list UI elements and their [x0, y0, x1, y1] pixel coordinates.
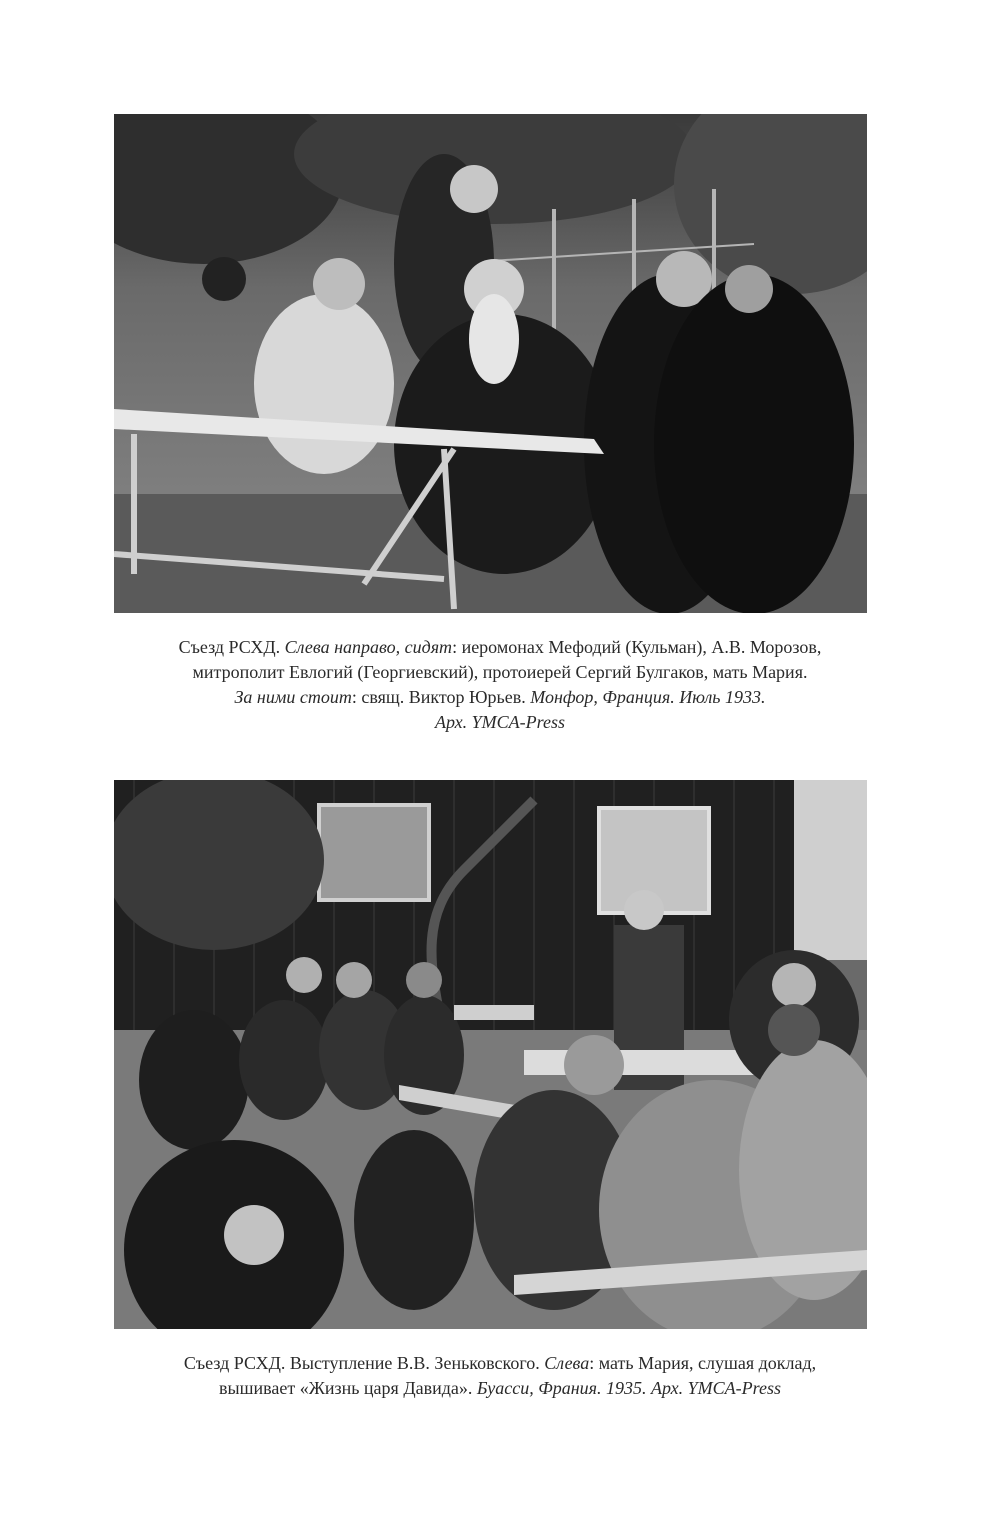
- caption-italic-text: Слева направо, сидят: [284, 637, 453, 657]
- caption-text: Съезд РСХД. Выступление В.В. Зеньковского.: [183, 1353, 545, 1373]
- caption-1-line-1: [100, 635, 900, 660]
- caption-text: : свящ. Виктор Юрьев.: [351, 687, 531, 707]
- caption-text: Съезд РСХД.: [178, 637, 285, 657]
- caption-photo-2: [100, 1351, 900, 1401]
- caption-italic-text: Слева: [544, 1353, 590, 1373]
- caption-2-line-1: [100, 1351, 900, 1376]
- caption-italic-text: Арх. YMCA-Press: [435, 712, 565, 732]
- caption-2-line-2: [100, 1376, 900, 1401]
- caption-1-line-2: [100, 660, 900, 685]
- caption-text: вышивает «Жизнь царя Давида».: [219, 1378, 477, 1398]
- caption-photo-1: [100, 635, 900, 735]
- photo-congress-1933-image: [114, 114, 867, 613]
- caption-italic-text: За ними стоит: [234, 687, 352, 707]
- caption-text: : иеромонах Мефодий (Кульман), А.В. Морозов,: [452, 637, 822, 657]
- caption-1-line-4: [100, 710, 900, 735]
- photo-congress-1935: [114, 780, 867, 1329]
- photo-congress-1935-image: [114, 780, 867, 1329]
- caption-italic-text: Монфор, Франция. Июль 1933.: [530, 687, 766, 707]
- caption-text: : мать Мария, слушая доклад,: [589, 1353, 817, 1373]
- caption-1-line-3: [100, 685, 900, 710]
- caption-text: митрополит Евлогий (Георгиевский), протоиерей Сергий Булгаков, мать Мария.: [192, 662, 808, 682]
- photo-congress-1933: [114, 114, 867, 613]
- caption-italic-text: Буасси, Франия. 1935. Арх. YMCA-Press: [476, 1378, 781, 1398]
